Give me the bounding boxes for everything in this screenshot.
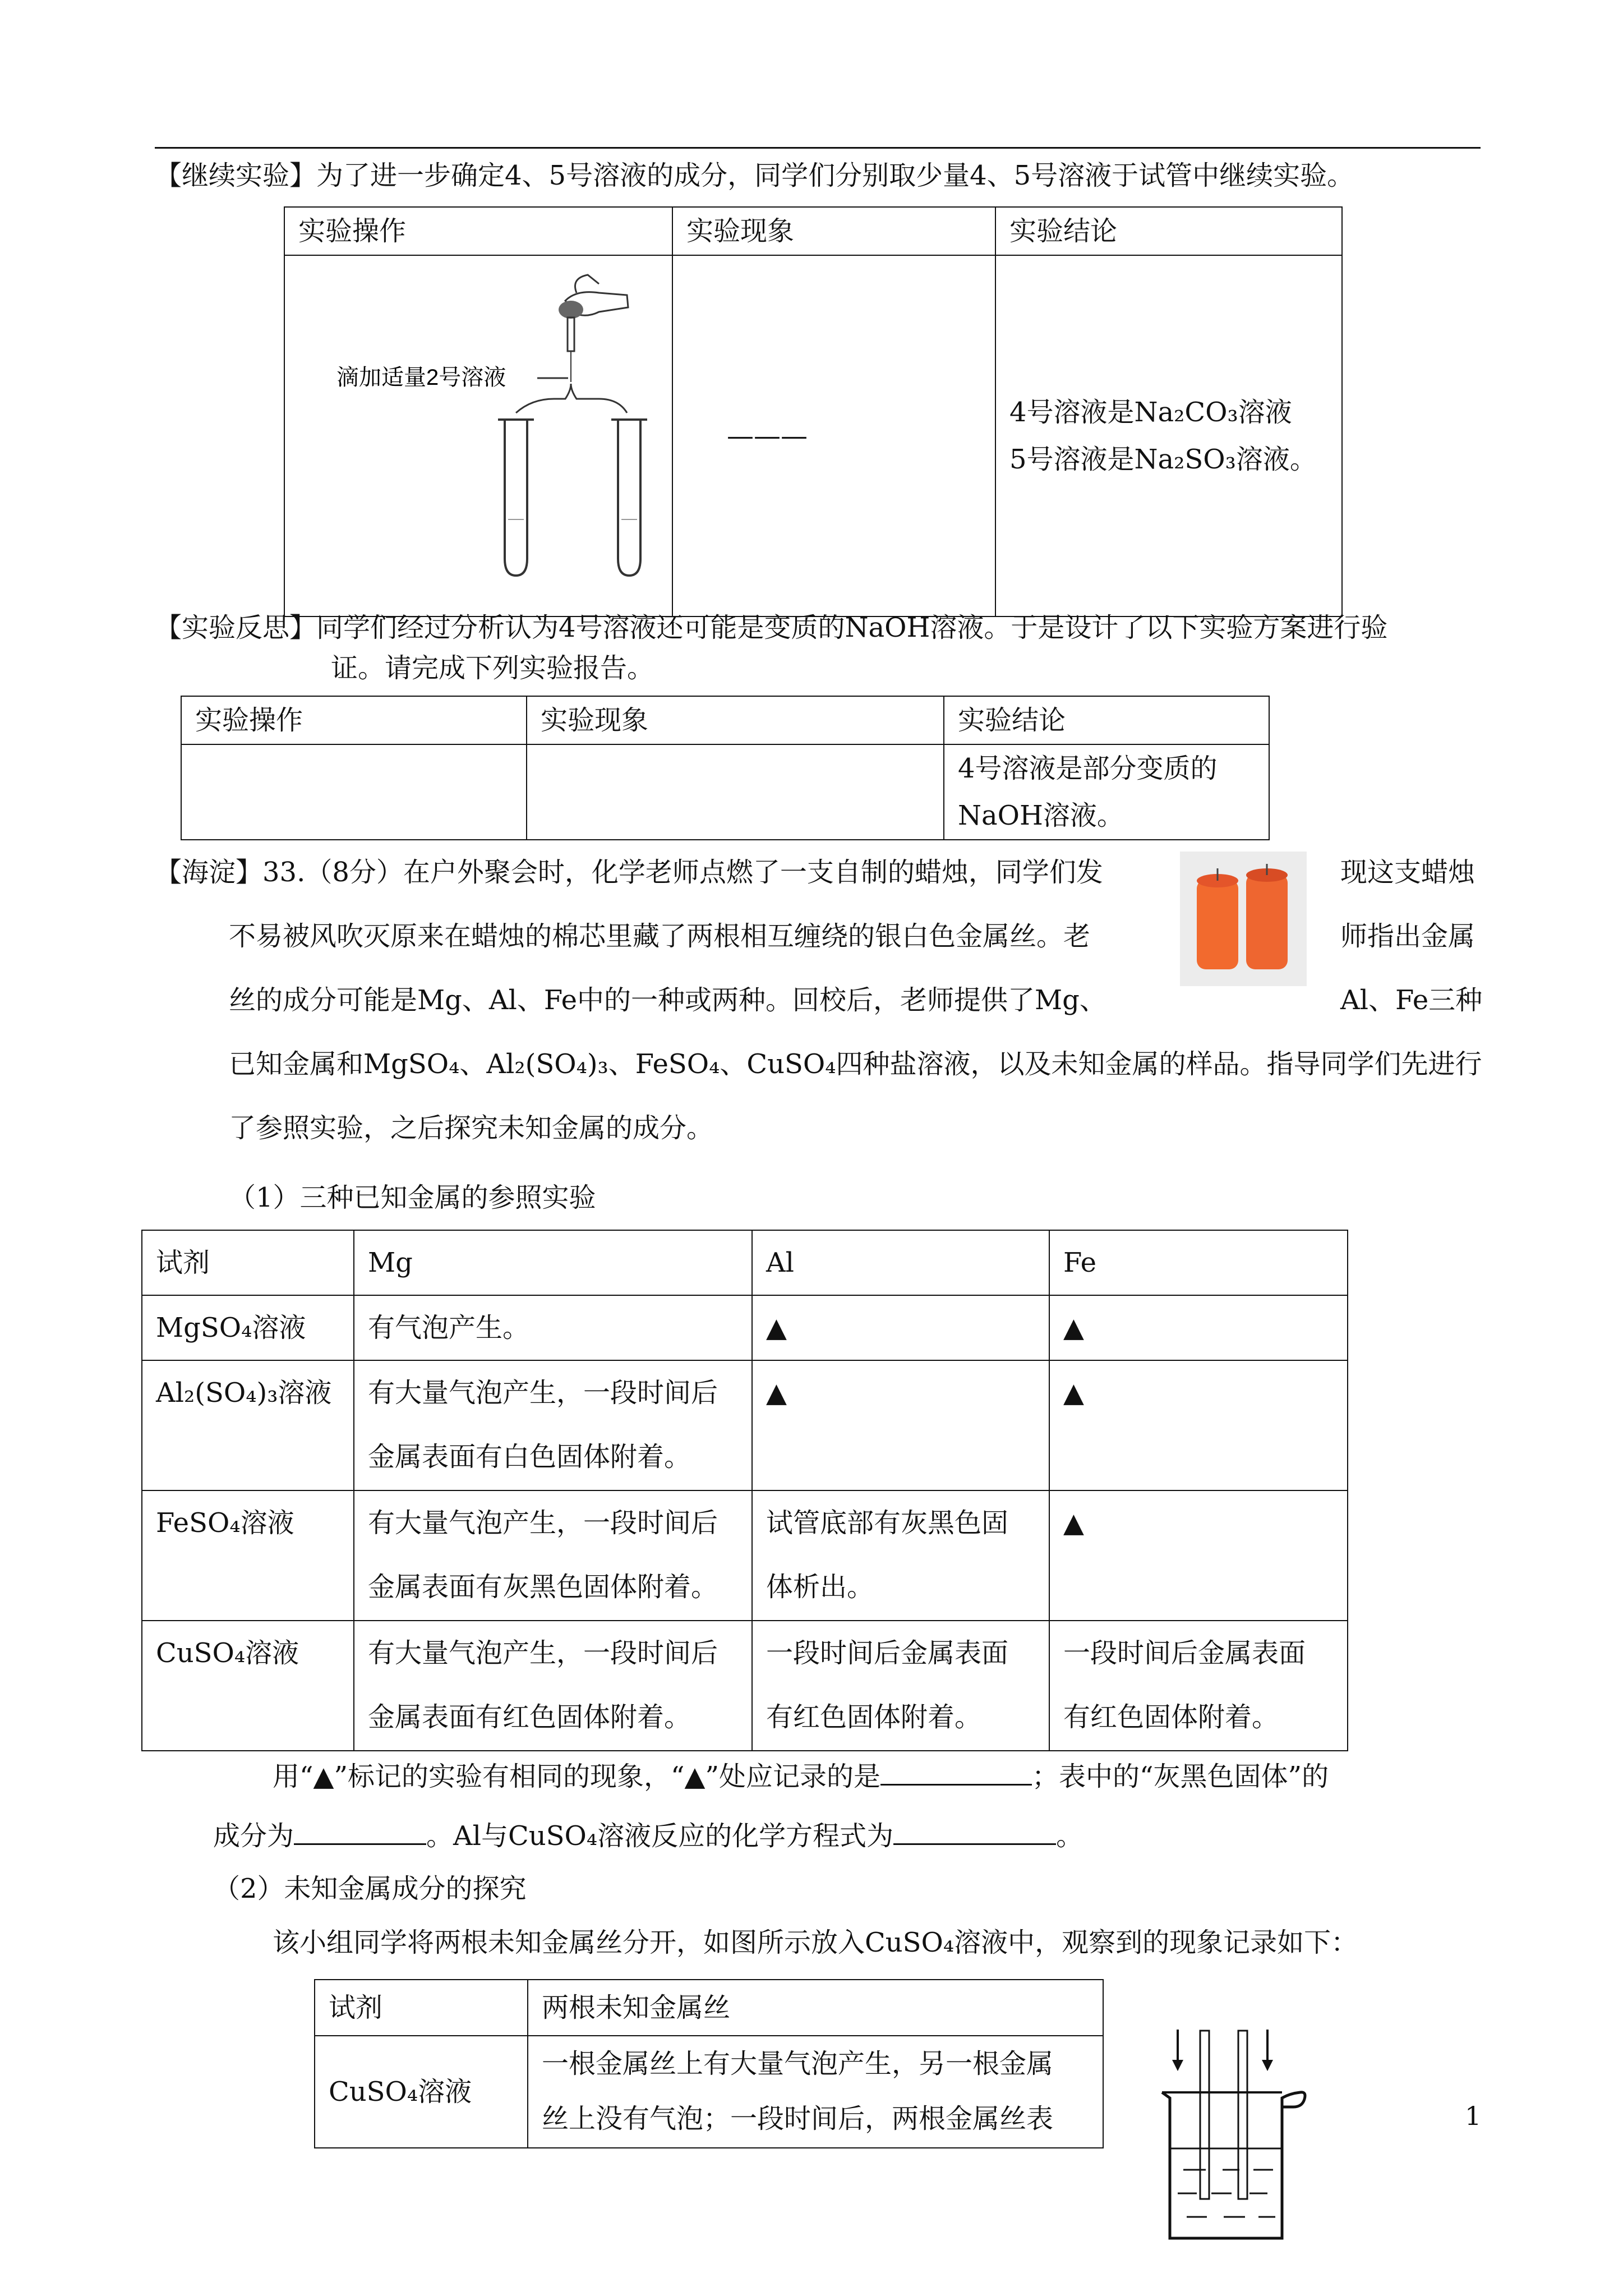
continue-exp-paragraph — [155, 158, 1354, 193]
dropper — [568, 318, 574, 351]
cell-line: 一根金属丝上有大量气泡产生，另一根金属 — [542, 2048, 1054, 2079]
mg-cell — [354, 1621, 752, 1751]
haidian-line1-left: 【海淀】33.（8分）在户外聚会时，化学老师点燃了一支自制的蜡烛，同学们发 — [155, 857, 1103, 888]
answer-blank-equation[interactable] — [893, 1815, 1056, 1845]
reagent-cell: CuSO₄溶液 — [142, 1621, 354, 1751]
cell-line: 有红色固体附着。 — [1063, 1701, 1279, 1733]
solution-dashes — [1178, 2170, 1275, 2217]
reference-table — [141, 1230, 1348, 1751]
haidian-line5: 了参照实验，之后探究未知金属的成分。 — [229, 1112, 714, 1144]
cell-line: 有大量气泡产生，一段时间后 — [368, 1637, 718, 1669]
conclusion-line: 5号溶液是Na₂SO₃溶液。 — [1009, 444, 1317, 475]
table-row — [142, 1360, 1348, 1490]
fe-cell: ▲ — [1049, 1490, 1348, 1621]
unknown-metal-table — [314, 1979, 1104, 2148]
question-text: ；表中的“灰黑色固体”的 — [1032, 1761, 1329, 1792]
header-cell: Al — [752, 1230, 1049, 1295]
continue-exp-table — [284, 206, 1343, 617]
mg-cell: 有气泡产生。 — [354, 1295, 752, 1360]
question-text: 。Al与CuSO₄溶液反应的化学方程式为 — [426, 1820, 894, 1852]
table-row — [142, 1621, 1348, 1751]
haidian-line2-left: 不易被风吹灭原来在蜡烛的棉芯里藏了两根相互缠绕的银白色金属丝。老 — [229, 921, 1091, 952]
cell-line: 有大量气泡产生，一段时间后 — [368, 1507, 718, 1539]
test-tube-right — [618, 420, 640, 576]
brace — [516, 384, 627, 413]
reagent-cell: FeSO₄溶液 — [142, 1490, 354, 1621]
answer-blank-solid[interactable] — [294, 1815, 426, 1845]
fe-cell: ▲ — [1049, 1295, 1348, 1360]
operation-blank-cell[interactable] — [181, 744, 527, 840]
continue-exp-text: 为了进一步确定4、5号溶液的成分，同学们分别取少量4、5号溶液于试管中继续实验。 — [316, 160, 1354, 191]
conclusion-line: NaOH溶液。 — [958, 800, 1124, 831]
header-cell: 试剂 — [315, 1980, 528, 2036]
haidian-line4: 已知金属和MgSO₄、Al₂(SO₄)₃、FeSO₄、CuSO₄四种盐溶液，以及未知金属的样品。指导同学们先进行 — [229, 1048, 1482, 1080]
header-cell: 实验现象 — [672, 207, 995, 255]
continue-exp-tag: 【继续实验】 — [155, 160, 317, 191]
al-cell — [752, 1621, 1049, 1751]
conclusion-cell — [995, 255, 1342, 616]
table-row — [142, 1490, 1348, 1621]
haidian-line3-right: Al、Fe三种 — [1340, 984, 1483, 1016]
header-cell: 实验结论 — [995, 207, 1342, 255]
mg-cell — [354, 1490, 752, 1621]
candle-photo — [1180, 852, 1307, 986]
al-cell: ▲ — [752, 1295, 1049, 1360]
reagent-cell: Al₂(SO₄)₃溶液 — [142, 1360, 354, 1490]
arrow-down-icon — [1172, 2060, 1183, 2071]
haidian-line2-right: 师指出金属 — [1340, 921, 1476, 952]
haidian-line1-right: 现这支蜡烛 — [1340, 857, 1476, 888]
answer-blank-triangle[interactable] — [880, 1756, 1032, 1786]
question-line2 — [213, 1815, 1083, 1853]
header-cell: 实验操作 — [181, 696, 527, 744]
cell-line: 体析出。 — [766, 1571, 874, 1603]
sub2-title: （2）未知金属成分的探究 — [213, 1873, 527, 1904]
fe-cell — [1049, 1621, 1348, 1751]
beaker-diagram — [1155, 2019, 1324, 2255]
reflection-text: 同学们经过分析认为4号溶液还可能是变质的NaOH溶液。于是设计了以下实验方案进行验 — [316, 612, 1388, 643]
fe-cell: ▲ — [1049, 1360, 1348, 1490]
question-text: 。 — [1056, 1820, 1083, 1852]
table-row — [142, 1295, 1348, 1360]
cell-line: 金属表面有灰黑色固体附着。 — [368, 1571, 718, 1603]
reflection-paragraph-line1 — [155, 610, 1387, 645]
haidian-line3-left: 丝的成分可能是Mg、Al、Fe中的一种或两种。回校后，老师提供了Mg、 — [229, 984, 1106, 1016]
operation-diagram-cell — [284, 255, 672, 616]
header-cell: 实验操作 — [284, 207, 672, 255]
reagent-cell: CuSO₄溶液 — [315, 2036, 528, 2148]
observation-cell — [528, 2036, 1103, 2148]
question-text: 用“▲”标记的实验有相同的现象，“▲”处应记录的是 — [273, 1761, 880, 1792]
cell-line: 有大量气泡产生，一段时间后 — [368, 1377, 718, 1409]
reflection-paragraph-line2: 证。请完成下列实验报告。 — [331, 652, 654, 684]
header-cell: Fe — [1049, 1230, 1348, 1295]
metal-wire-left — [1200, 2031, 1209, 2199]
reflection-table — [181, 696, 1270, 840]
cell-line: 一段时间后金属表面 — [766, 1637, 1009, 1669]
header-cell: 实验现象 — [527, 696, 944, 744]
test-tube-diagram — [285, 256, 672, 601]
phenomenon-blank-cell[interactable] — [527, 744, 944, 840]
header-cell: 实验结论 — [944, 696, 1269, 744]
question-text: 成分为 — [213, 1820, 294, 1852]
sub2-text: 该小组同学将两根未知金属丝分开，如图所示放入CuSO₄溶液中，观察到的现象记录如下： — [273, 1927, 1358, 1958]
page-number: 1 — [1465, 2101, 1482, 2131]
cell-line: 金属表面有白色固体附着。 — [368, 1441, 691, 1473]
arrow-down-icon — [1262, 2060, 1273, 2071]
reagent-cell: MgSO₄溶液 — [142, 1295, 354, 1360]
diagram-label: 滴加适量2号溶液 — [336, 365, 506, 390]
al-cell — [752, 1490, 1049, 1621]
header-cell: 试剂 — [142, 1230, 354, 1295]
dropper-bulb — [559, 301, 583, 319]
cell-line: 一段时间后金属表面 — [1063, 1637, 1306, 1669]
header-rule — [155, 147, 1481, 149]
header-cell: 两根未知金属丝 — [528, 1980, 1103, 2036]
header-cell: Mg — [354, 1230, 752, 1295]
phenomenon-cell: ——— — [672, 255, 995, 616]
metal-wire-right — [1238, 2031, 1247, 2199]
conclusion-line: 4号溶液是Na₂CO₃溶液 — [1009, 397, 1292, 428]
question-line1 — [273, 1756, 1329, 1794]
conclusion-line: 4号溶液是部分变质的 — [958, 753, 1218, 784]
cell-line: 金属表面有红色固体附着。 — [368, 1701, 691, 1733]
table-row — [315, 2036, 1103, 2148]
al-cell: ▲ — [752, 1360, 1049, 1490]
sub1-title: （1）三种已知金属的参照实验 — [229, 1182, 596, 1213]
reflection-tag: 【实验反思】 — [155, 612, 317, 643]
mg-cell — [354, 1360, 752, 1490]
cell-line: 试管底部有灰黑色固 — [766, 1507, 1009, 1539]
cell-line: 有红色固体附着。 — [766, 1701, 982, 1733]
test-tube-left — [505, 420, 527, 576]
conclusion-cell — [944, 744, 1269, 840]
cell-line: 丝上没有气泡；一段时间后，两根金属丝表 — [542, 2103, 1054, 2134]
